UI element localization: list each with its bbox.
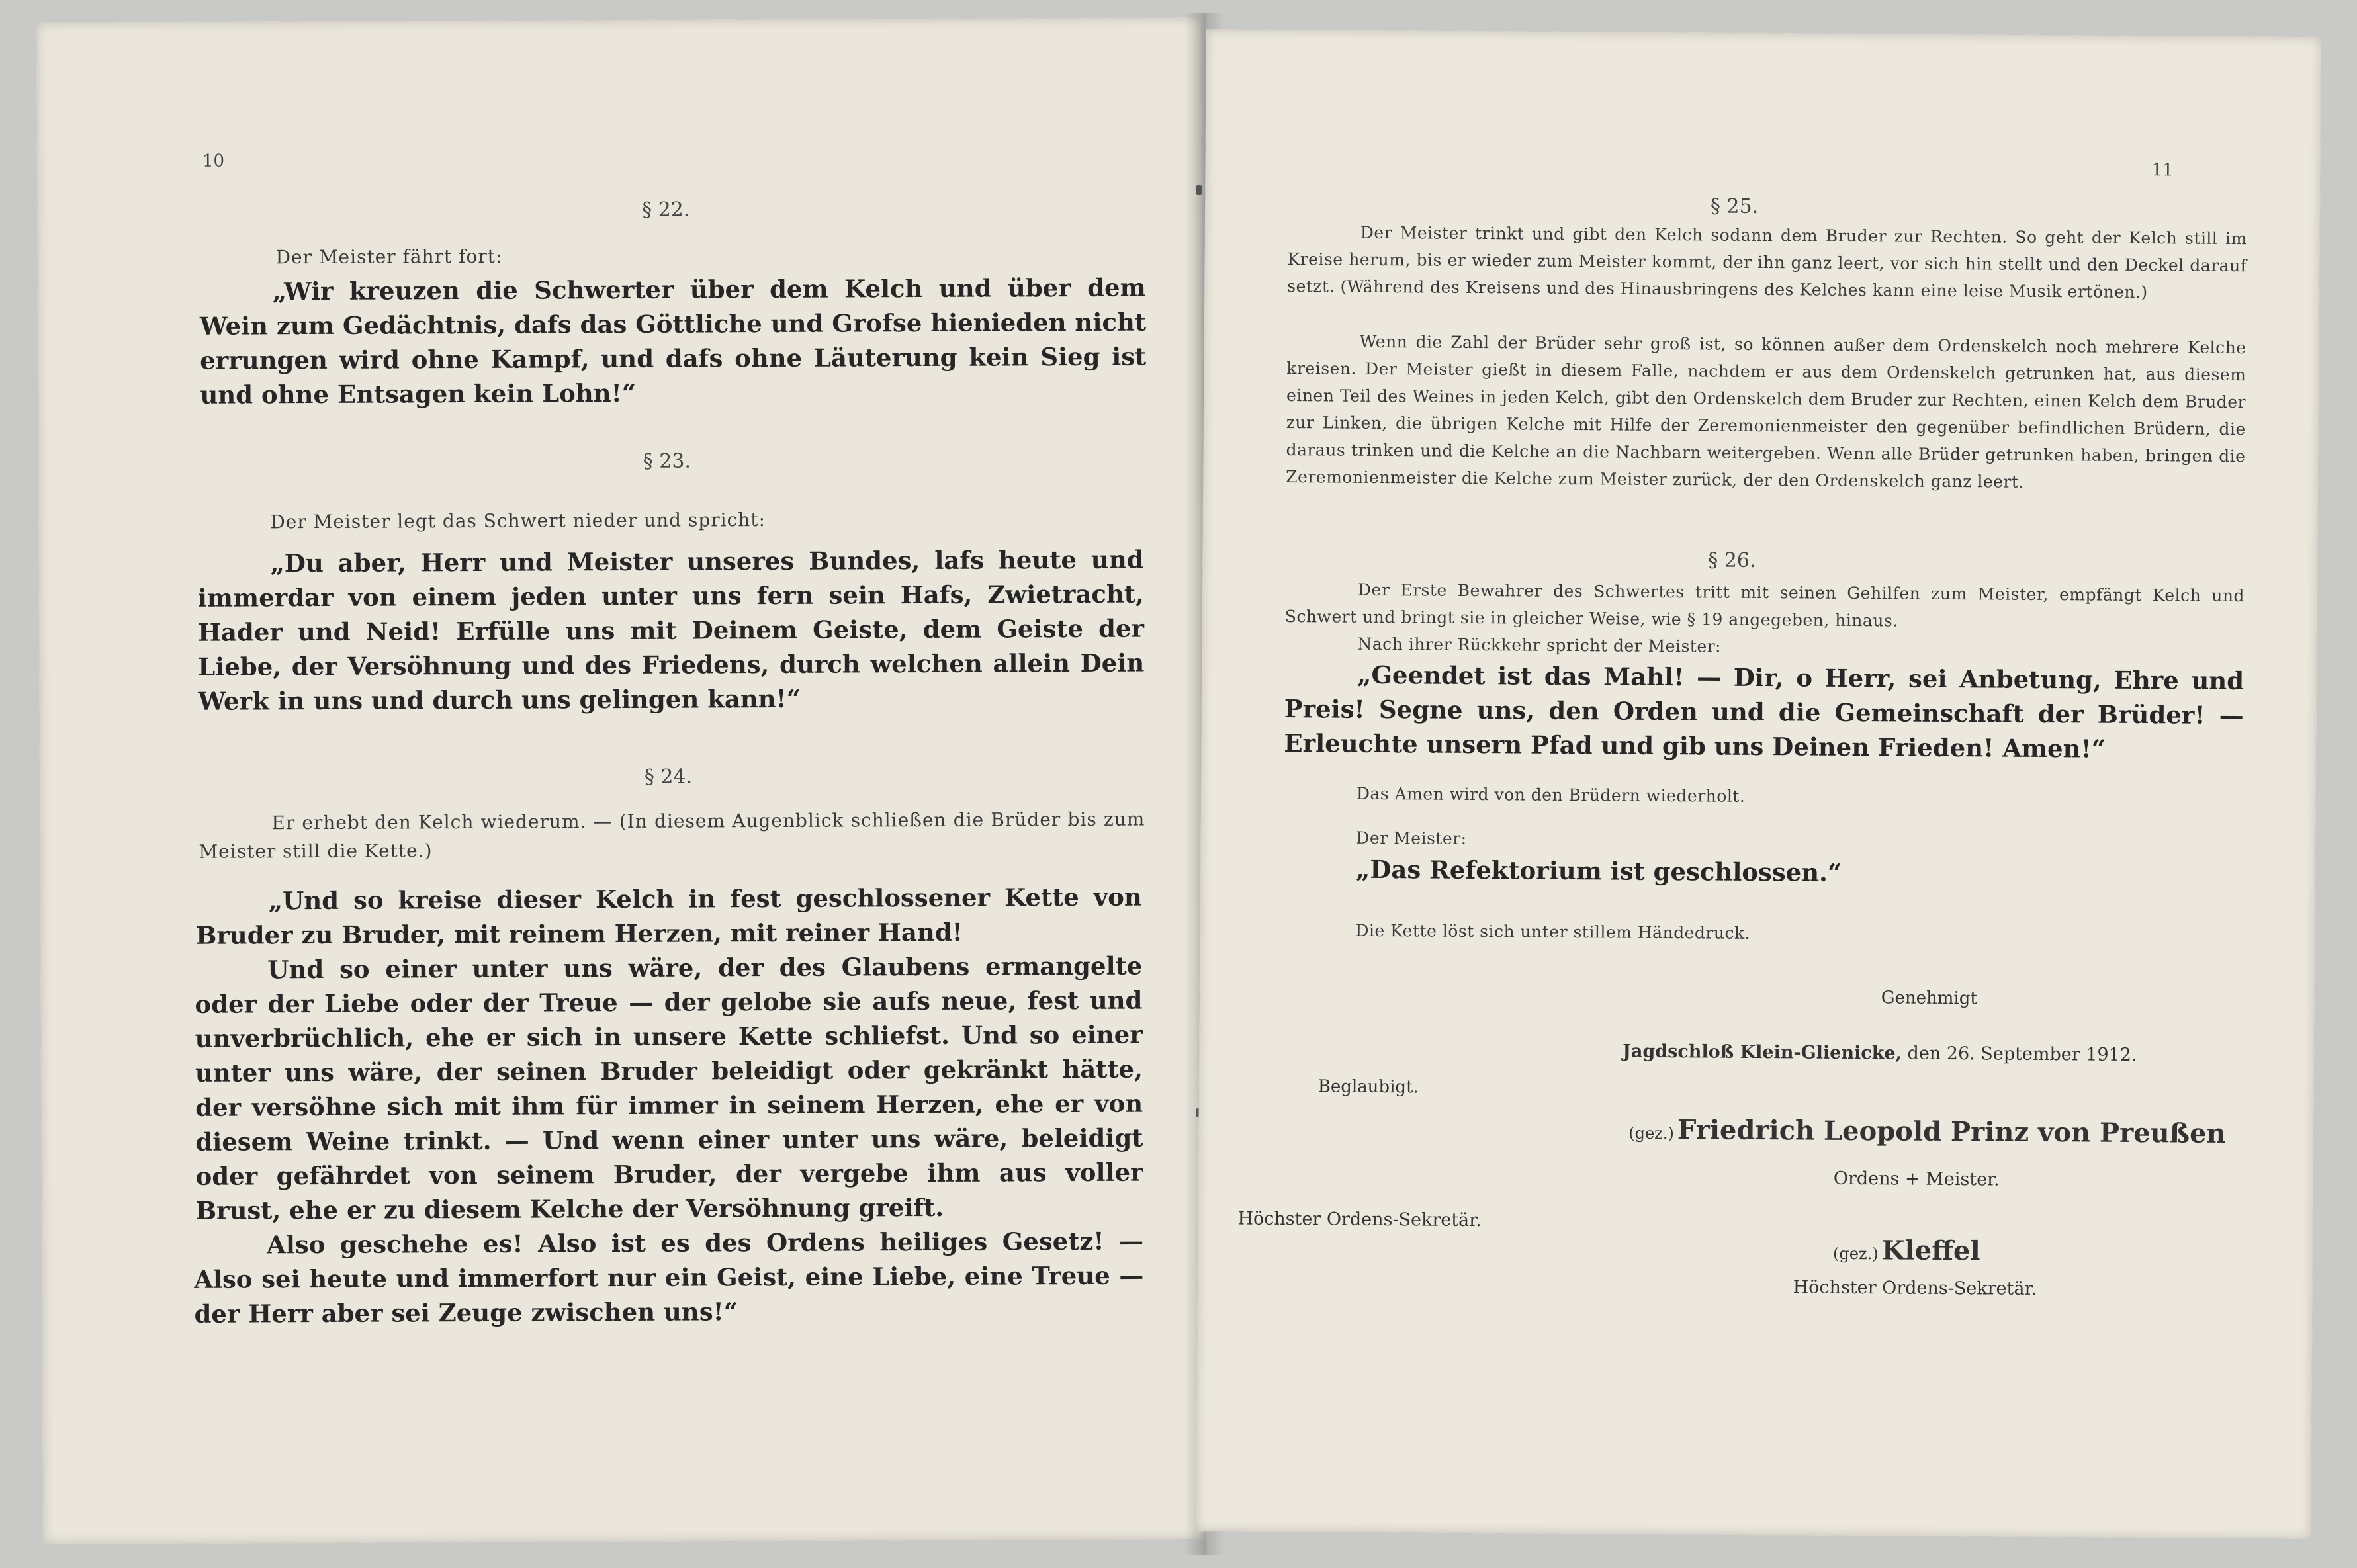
certified-label: Beglaubigt.: [1317, 1076, 1419, 1098]
signature-1: [1628, 1114, 2226, 1149]
meister-label: Der Meister:: [1356, 828, 1467, 848]
section-23-intro: Der Meister legt das Schwert nieder und spricht:: [270, 509, 766, 533]
amen-note: Das Amen wird von den Brüdern wiederholt.: [1356, 783, 1746, 806]
section-24-para1: „Und so kreise dieser Kelch in fest geschlossener Kette von Bruder zu Bruder, mit reinem Herzen, mit reiner Hand!: [195, 882, 1142, 950]
place-date: [1623, 1041, 2137, 1065]
closing-quote: „Das Refektorium ist geschlossen.“: [1355, 854, 1842, 887]
section-25-heading: § 25.: [1710, 195, 1759, 218]
section-26-para2: Nach ihrer Rückkehr spricht der Meister:: [1357, 634, 1722, 656]
right-page: [1196, 29, 2321, 1539]
section-22-heading: § 22.: [642, 198, 690, 222]
signer-1-title: Ordens + Meister.: [1833, 1168, 2000, 1190]
section-22-intro: Der Meister fährt fort:: [275, 245, 503, 269]
section-25-para1: Der Meister trinkt und gibt den Kelch sodann dem Bruder zur Rechten. So geht der Kelch still im Kreise herum, bis er wieder zum Meister kommt, der ihn ganz leert, vor sich hin stellt und den Deckel darauf setzt. (Während des Kreisens und des Hinausbringens des Kelches kann eine leise Musik ertönen.): [1287, 222, 2247, 302]
approved-label: Genehmigt: [1881, 988, 1977, 1009]
section-26-para1: Der Erste Bewahrer des Schwertes tritt mit seinen Gehilfen zum Meister, empfängt Kelch und Schwert und bringt sie in gleicher Weise, wie § 19 angegeben, hinaus.: [1284, 580, 2245, 631]
signer-1-name: Friedrich Leopold Prinz von Preußen: [1677, 1114, 2226, 1149]
secretary-left: Höchster Ordens-Sekretär.: [1237, 1208, 1482, 1231]
section-24-intro: Er erhebt den Kelch wiederum. — (In diesem Augenblick schließen die Brüder bis zum Meister still die Kette.): [199, 808, 1145, 863]
chain-note: Die Kette löst sich unter stillem Händedruck.: [1355, 920, 1751, 943]
page-number-right: 11: [2151, 160, 2174, 181]
section-24-para3: Also geschehe es! Also ist es des Ordens heiliges Gesetz! — Also sei heute und immerfort nur ein Geist, eine Liebe, eine Treue — der Herr aber sei Zeuge zwischen uns!“: [194, 1226, 1144, 1328]
date-text: den 26. September 1912.: [1907, 1043, 2137, 1066]
section-23-quote: „Du aber, Herr und Meister unseres Bundes, lafs heute und immerdar von einem jeden unter uns fern sein Hafs, Zwietracht, Hader und Neid! Erfülle uns mit Deinem Geiste, dem Geiste der Liebe, der Versöhnung und des Friedens, durch welchen allein Dein Werk in uns und durch uns gelingen kann!“: [197, 544, 1145, 716]
place-name: Jagdschloß Klein-Glienicke,: [1623, 1041, 1902, 1064]
section-26-quote: „Geendet ist das Mahl! — Dir, o Herr, sei Anbetung, Ehre und Preis! Segne uns, den Orden und die Gemeinschaft der Brüder! — Erleuchte unsern Pfad und gib uns Deinen Frieden! Amen!“: [1284, 660, 2245, 763]
staple-top: [1196, 185, 1202, 195]
section-22-quote: „Wir kreuzen die Schwerter über dem Kelch und über dem Wein zum Gedächtnis, dafs das Göttliche und Grofse hienieden nicht errungen wird ohne Kampf, und dafs ohne Läuterung kein Sieg ist und ohne Entsagen kein Lohn!“: [199, 273, 1147, 410]
section-24-heading: § 24.: [644, 765, 693, 789]
section-25-para2: Wenn die Zahl der Brüder sehr groß ist, so können außer dem Ordenskelch noch mehrere Kelche kreisen. Der Meister gießt in diesem Falle, nachdem er aus dem Ordenskelch getrunken hat, aus diesem einen Teil des Weines in jeden Kelch, gibt den Ordenskelch dem Bruder zur Rechten, einen Kelch dem Bruder zur Linken, die übrigen Kelche mit Hilfe der Zeremonienmeister den gegenüber befindlichen Brüdern, die daraus trinken und die Kelche an die Nachbarn weitergeben. Wenn alle Brüder getrunken haben, bringen die Zeremonienmeister die Kelche zum Meister zurück, der den Ordenskelch ganz leert.: [1286, 331, 2246, 492]
gez-1: (gez.): [1628, 1123, 1674, 1143]
section-26-heading: § 26.: [1708, 548, 1756, 572]
signature-2: [1833, 1235, 1980, 1267]
page-number-left: 10: [202, 151, 225, 171]
signer-2-title: Höchster Ordens-Sekretär.: [1793, 1277, 2037, 1299]
left-page: [36, 17, 1208, 1544]
section-23-heading: § 23.: [643, 449, 691, 473]
gez-2: (gez.): [1832, 1244, 1879, 1264]
signer-2-name: Kleffel: [1881, 1235, 1980, 1267]
section-24-para2: Und so einer unter uns wäre, der des Glaubens ermangelte oder der Liebe oder der Treue — der gelobe sie aufs neue, fest und unverbrüchlich, ehe er sich in unsere Kette schliefst. Und so einer unter uns wäre, der seinen Bruder beleidigt oder gekränkt hätte, der versöhne sich mit ihm für immer in seinem Herzen, ehe er von diesem Weine trinkt. — Und wenn einer unter uns wäre, beleidigt oder gefährdet von seinem Bruder, der vergebe ihm aus voller Brust, ehe er zu diesem Kelche der Versöhnung greift.: [195, 951, 1143, 1225]
